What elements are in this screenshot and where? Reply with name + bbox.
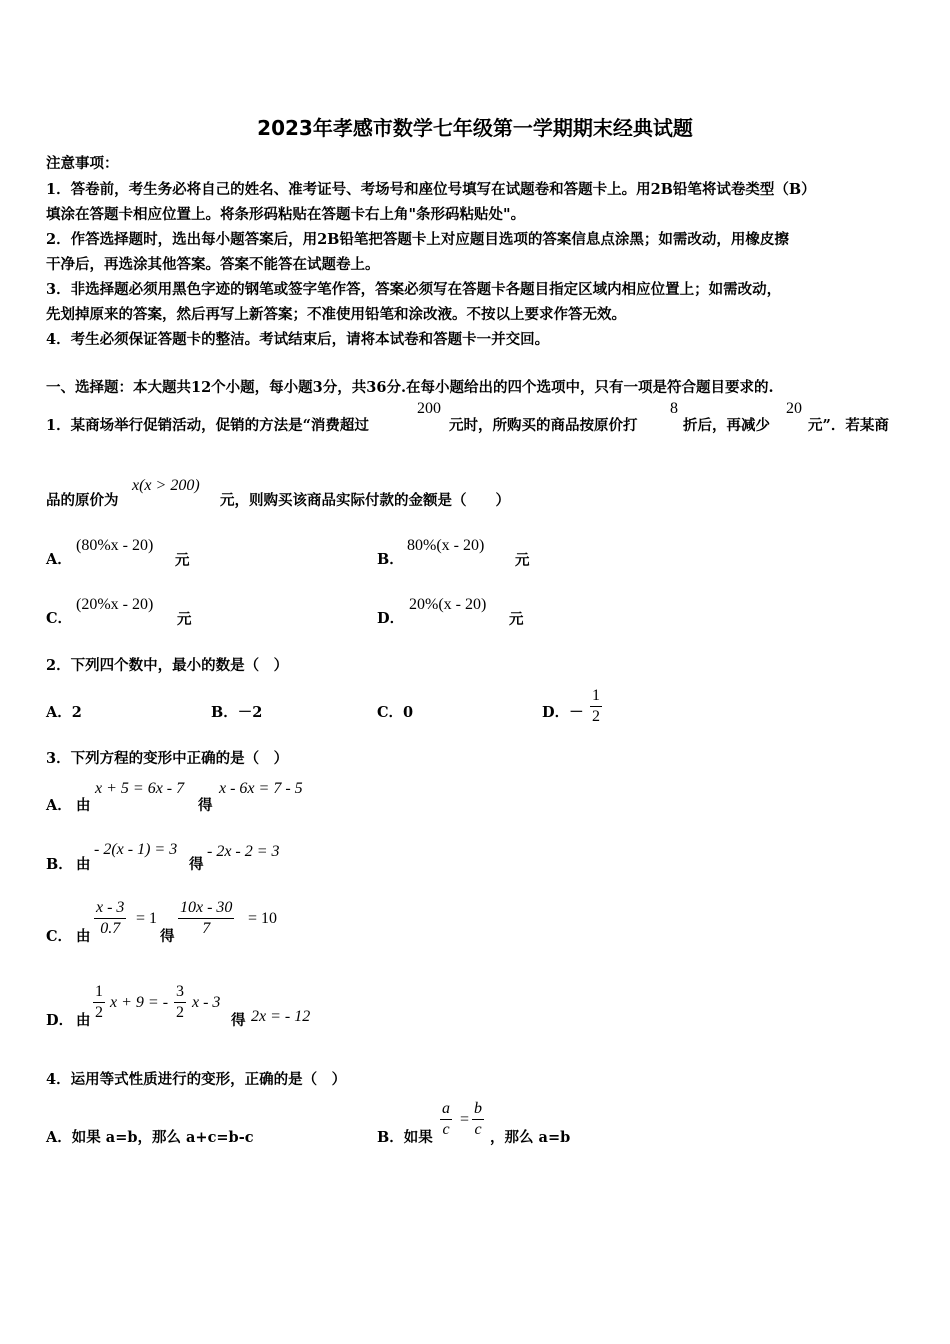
q4-option-b-fraction-right <box>472 1099 484 1140</box>
q3-option-d-fraction-1 <box>93 982 105 1023</box>
numerator: x - 3 <box>94 898 126 919</box>
q3-option-d-right: 2x = - 12 <box>251 1008 311 1025</box>
q1-unit: 元 <box>509 611 524 628</box>
q1-unit: 元 <box>177 611 192 628</box>
q3-you: 由 <box>76 856 91 873</box>
q1-text-4: 元”．若某商 <box>808 417 889 434</box>
q2-option-c: C．0 <box>377 704 414 721</box>
notice-line: 填涂在答题卡相应位置上。将条形码粘贴在答题卡右上角"条形码粘贴处"。 <box>46 206 526 223</box>
q3-option-d-end: x - 3 <box>192 994 221 1011</box>
q3-option-b-right: - 2x - 2 = 3 <box>207 843 280 860</box>
notice-line: 干净后，再选涂其他答案。答案不能答在试题卷上。 <box>46 256 380 273</box>
q2-option-a: A．2 <box>46 704 82 721</box>
q3-you: 由 <box>76 1012 91 1029</box>
q2-stem: 2．下列四个数中，最小的数是（ ） <box>46 657 289 674</box>
denominator: 7 <box>202 920 211 937</box>
section-heading: 一、选择题：本大题共12个小题，每小题3分，共36分.在每小题给出的四个选项中，只有一项是符合题目要求的. <box>46 379 774 396</box>
q3-option-d-fraction-2 <box>174 982 186 1023</box>
q3-option-a-label: A． <box>46 797 72 814</box>
denominator: 2 <box>592 708 600 725</box>
numerator: 1 <box>590 686 602 707</box>
q1-option-a-label: A． <box>46 551 72 568</box>
q1-num-8: 8 <box>670 400 678 417</box>
q1-option-b-expr: 80%(x - 20) <box>407 537 485 554</box>
q3-stem: 3．下列方程的变形中正确的是（ ） <box>46 750 289 767</box>
q1-text-5: 品的原价为 <box>46 492 119 509</box>
q1-option-c-expr: (20%x - 20) <box>76 596 154 613</box>
q3-de: 得 <box>160 928 175 945</box>
q3-option-c-right-rhs: = 10 <box>248 910 278 927</box>
q4-option-b-equals: = <box>460 1111 470 1128</box>
q2-option-b: B．－2 <box>211 704 263 721</box>
q3-de: 得 <box>189 856 204 873</box>
notice-heading: 注意事项： <box>46 155 119 172</box>
q1-unit: 元 <box>515 552 530 569</box>
numerator: b <box>472 1099 484 1120</box>
q3-option-a-left: x + 5 = 6x - 7 <box>95 780 185 797</box>
notice-line: 先划掉原来的答案，然后再写上新答案；不准使用铅笔和涂改液。不按以上要求作答无效。 <box>46 306 626 323</box>
notice-line: 1．答卷前，考生务必将自己的姓名、准考证号、考场号和座位号填写在试题卷和答题卡上。用2B铅笔将试卷类型（B） <box>46 181 816 198</box>
q3-option-c-right-fraction <box>178 898 234 939</box>
q3-option-a-right: x - 6x = 7 - 5 <box>219 780 303 797</box>
q1-option-c-label: C． <box>46 610 73 627</box>
q4-option-a: A．如果 a=b，那么 a+c=b-c <box>46 1129 254 1146</box>
q3-option-b-label: B． <box>46 856 73 873</box>
q4-option-b-tail: ，那么 a=b <box>490 1129 571 1146</box>
q1-num-200: 200 <box>417 400 441 417</box>
denominator: 2 <box>95 1004 103 1021</box>
numerator: 10x - 30 <box>178 898 234 919</box>
q1-option-a-expr: (80%x - 20) <box>76 537 154 554</box>
q3-option-d-middle: x + 9 = - <box>110 994 169 1011</box>
denominator: 2 <box>176 1004 184 1021</box>
q1-num-20: 20 <box>786 400 802 417</box>
notice-line: 4．考生必须保证答题卡的整洁。考试结束后，请将本试卷和答题卡一并交回。 <box>46 331 550 348</box>
q3-option-b-left: - 2(x - 1) = 3 <box>94 841 178 858</box>
q4-option-b-fraction-left <box>440 1099 452 1140</box>
numerator: a <box>440 1099 452 1120</box>
notice-line: 3．非选择题必须用黑色字迹的钢笔或签字笔作答，答案必须写在答题卡各题目指定区域内相应位置上；如需改动， <box>46 281 782 298</box>
q1-option-d-expr: 20%(x - 20) <box>409 596 487 613</box>
notice-line: 2．作答选择题时，选出每小题答案后，用2B铅笔把答题卡上对应题目选项的答案信息点涂黑；如需改动，用橡皮擦 <box>46 231 789 248</box>
q1-text-6: 元，则购买该商品实际付款的金额是（ ） <box>220 492 510 509</box>
q3-you: 由 <box>76 797 91 814</box>
q1-text-1: 1．某商场举行促销活动，促销的方法是“消费超过 <box>46 417 369 434</box>
q3-de: 得 <box>198 797 213 814</box>
q3-option-d-label: D． <box>46 1012 74 1029</box>
q1-unit: 元 <box>175 552 190 569</box>
q2-option-d-label: D．－ <box>542 704 584 721</box>
denominator: c <box>442 1121 450 1138</box>
q1-option-b-label: B． <box>377 551 404 568</box>
q3-option-c-left-fraction <box>94 898 126 939</box>
page-title: 2023年孝感市数学七年级第一学期期末经典试题 <box>257 116 693 140</box>
q3-de: 得 <box>231 1012 246 1029</box>
numerator: 3 <box>174 982 186 1003</box>
q3-option-c-left-rhs: = 1 <box>136 910 158 927</box>
numerator: 1 <box>93 982 105 1003</box>
denominator: 0.7 <box>100 920 121 937</box>
q3-you: 由 <box>76 928 91 945</box>
q1-option-d-label: D． <box>377 610 405 627</box>
denominator: c <box>474 1121 482 1138</box>
q1-text-2: 元时，所购买的商品按原价打 <box>449 417 638 434</box>
q1-text-3: 折后，再减少 <box>683 417 770 434</box>
q4-stem: 4．运用等式性质进行的变形，正确的是（ ） <box>46 1071 347 1088</box>
q1-price-expr: x(x > 200) <box>132 477 200 494</box>
q3-option-c-label: C． <box>46 928 73 945</box>
q4-option-b-label: B．如果 <box>377 1129 433 1146</box>
q2-option-d-fraction <box>590 686 602 727</box>
